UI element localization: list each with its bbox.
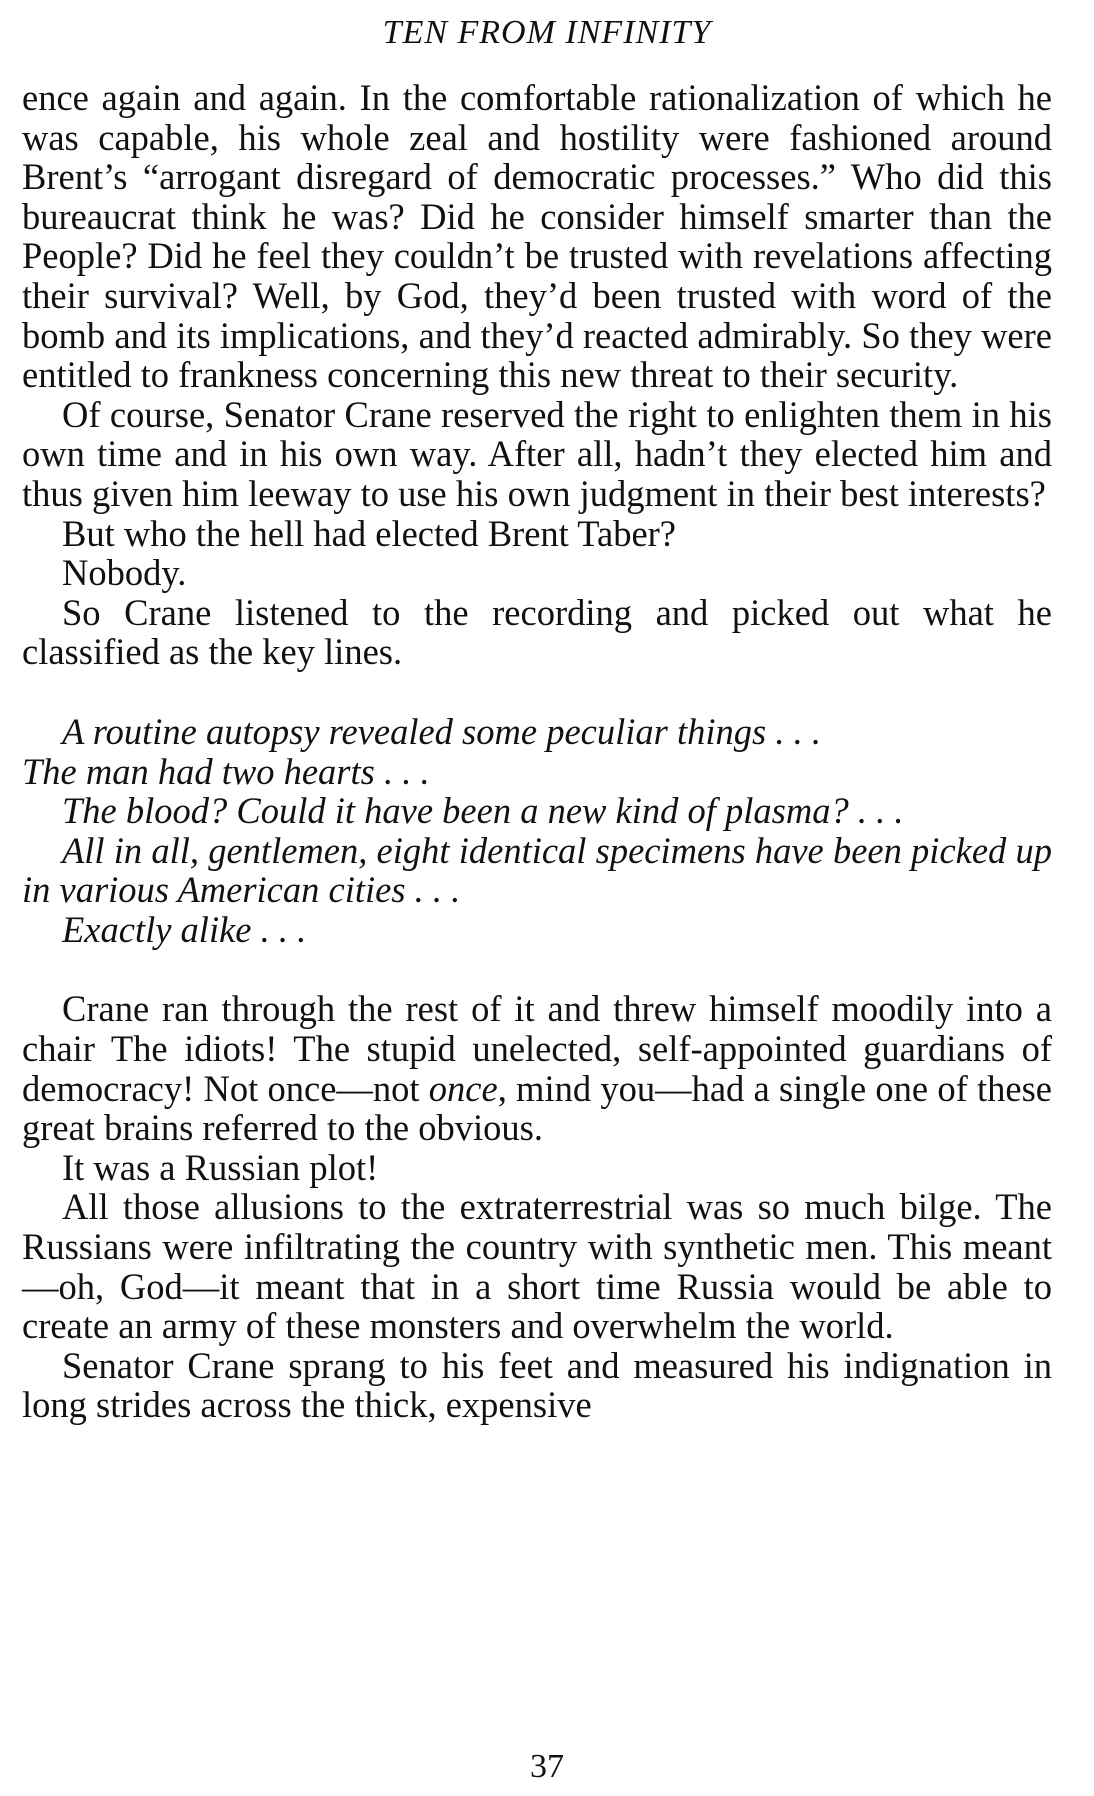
paragraph-text: Crane ran through the rest of it and threw himself moodily into a chair The idiots! The stupid unelected, self-appointed guardians of democracy! Not once—not (22, 988, 1052, 1109)
paragraph: Senator Crane sprang to his feet and measured his indignation in long strides across the thick, expensive (22, 1344, 1052, 1426)
page-number: 37 (530, 1748, 564, 1785)
paragraph: Nobody. (62, 552, 187, 594)
paragraph (22, 989, 1052, 1147)
section-gap (22, 672, 1052, 712)
paragraph-text: , mind you—had a single one of these great brains referred to the obvious. (22, 1067, 1052, 1149)
excerpt-line: The man had two hearts . . . (22, 750, 430, 792)
excerpt-line: All in all, gentlemen, eight identical specimens have been picked up in various American cities . . . (22, 829, 1052, 911)
paragraph: It was a Russian plot! (62, 1146, 379, 1188)
paragraph: Of course, Senator Crane reserved the right to enlighten them in his own time and in his own way. After all, hadn’t they elected him and thus given him leeway to use his own judgment in their best interests? (22, 393, 1052, 514)
emphasis: once (428, 1067, 498, 1109)
excerpt-line: A routine autopsy revealed some peculiar things . . . (62, 710, 821, 752)
excerpt-line: The blood? Could it have been a new kind of plasma? . . . (62, 790, 904, 832)
paragraph: But who the hell had elected Brent Taber? (62, 512, 677, 554)
paragraph: All those allusions to the extraterrestrial was so much bilge. The Russians were infiltrating the country with synthetic men. This meant—oh, God—it meant that in a short time Russia would be able to create an army of these monsters and overwhelm the world. (22, 1186, 1052, 1347)
section-gap (22, 949, 1052, 989)
running-head: TEN FROM INFINITY (382, 14, 712, 51)
paragraph: So Crane listened to the recording and picked out what he classified as the key lines. (22, 591, 1052, 673)
excerpt-line: Exactly alike . . . (62, 908, 307, 950)
body-text (22, 78, 1052, 1425)
paragraph: ence again and again. In the comfortable rationalization of which he was capable, his whole zeal and hostility were fashioned around Brent’s “arrogant disregard of democratic processes.” Who did this bureaucrat think he was? Did he consider himself smarter than the People? Did he feel they couldn’t be trusted with revelations affecting their survival? Well, by God, they’d been trusted with word of the bomb and its implications, and they’d reacted admirably. So they were entitled to frankness concerning this new threat to their security. (22, 77, 1052, 396)
